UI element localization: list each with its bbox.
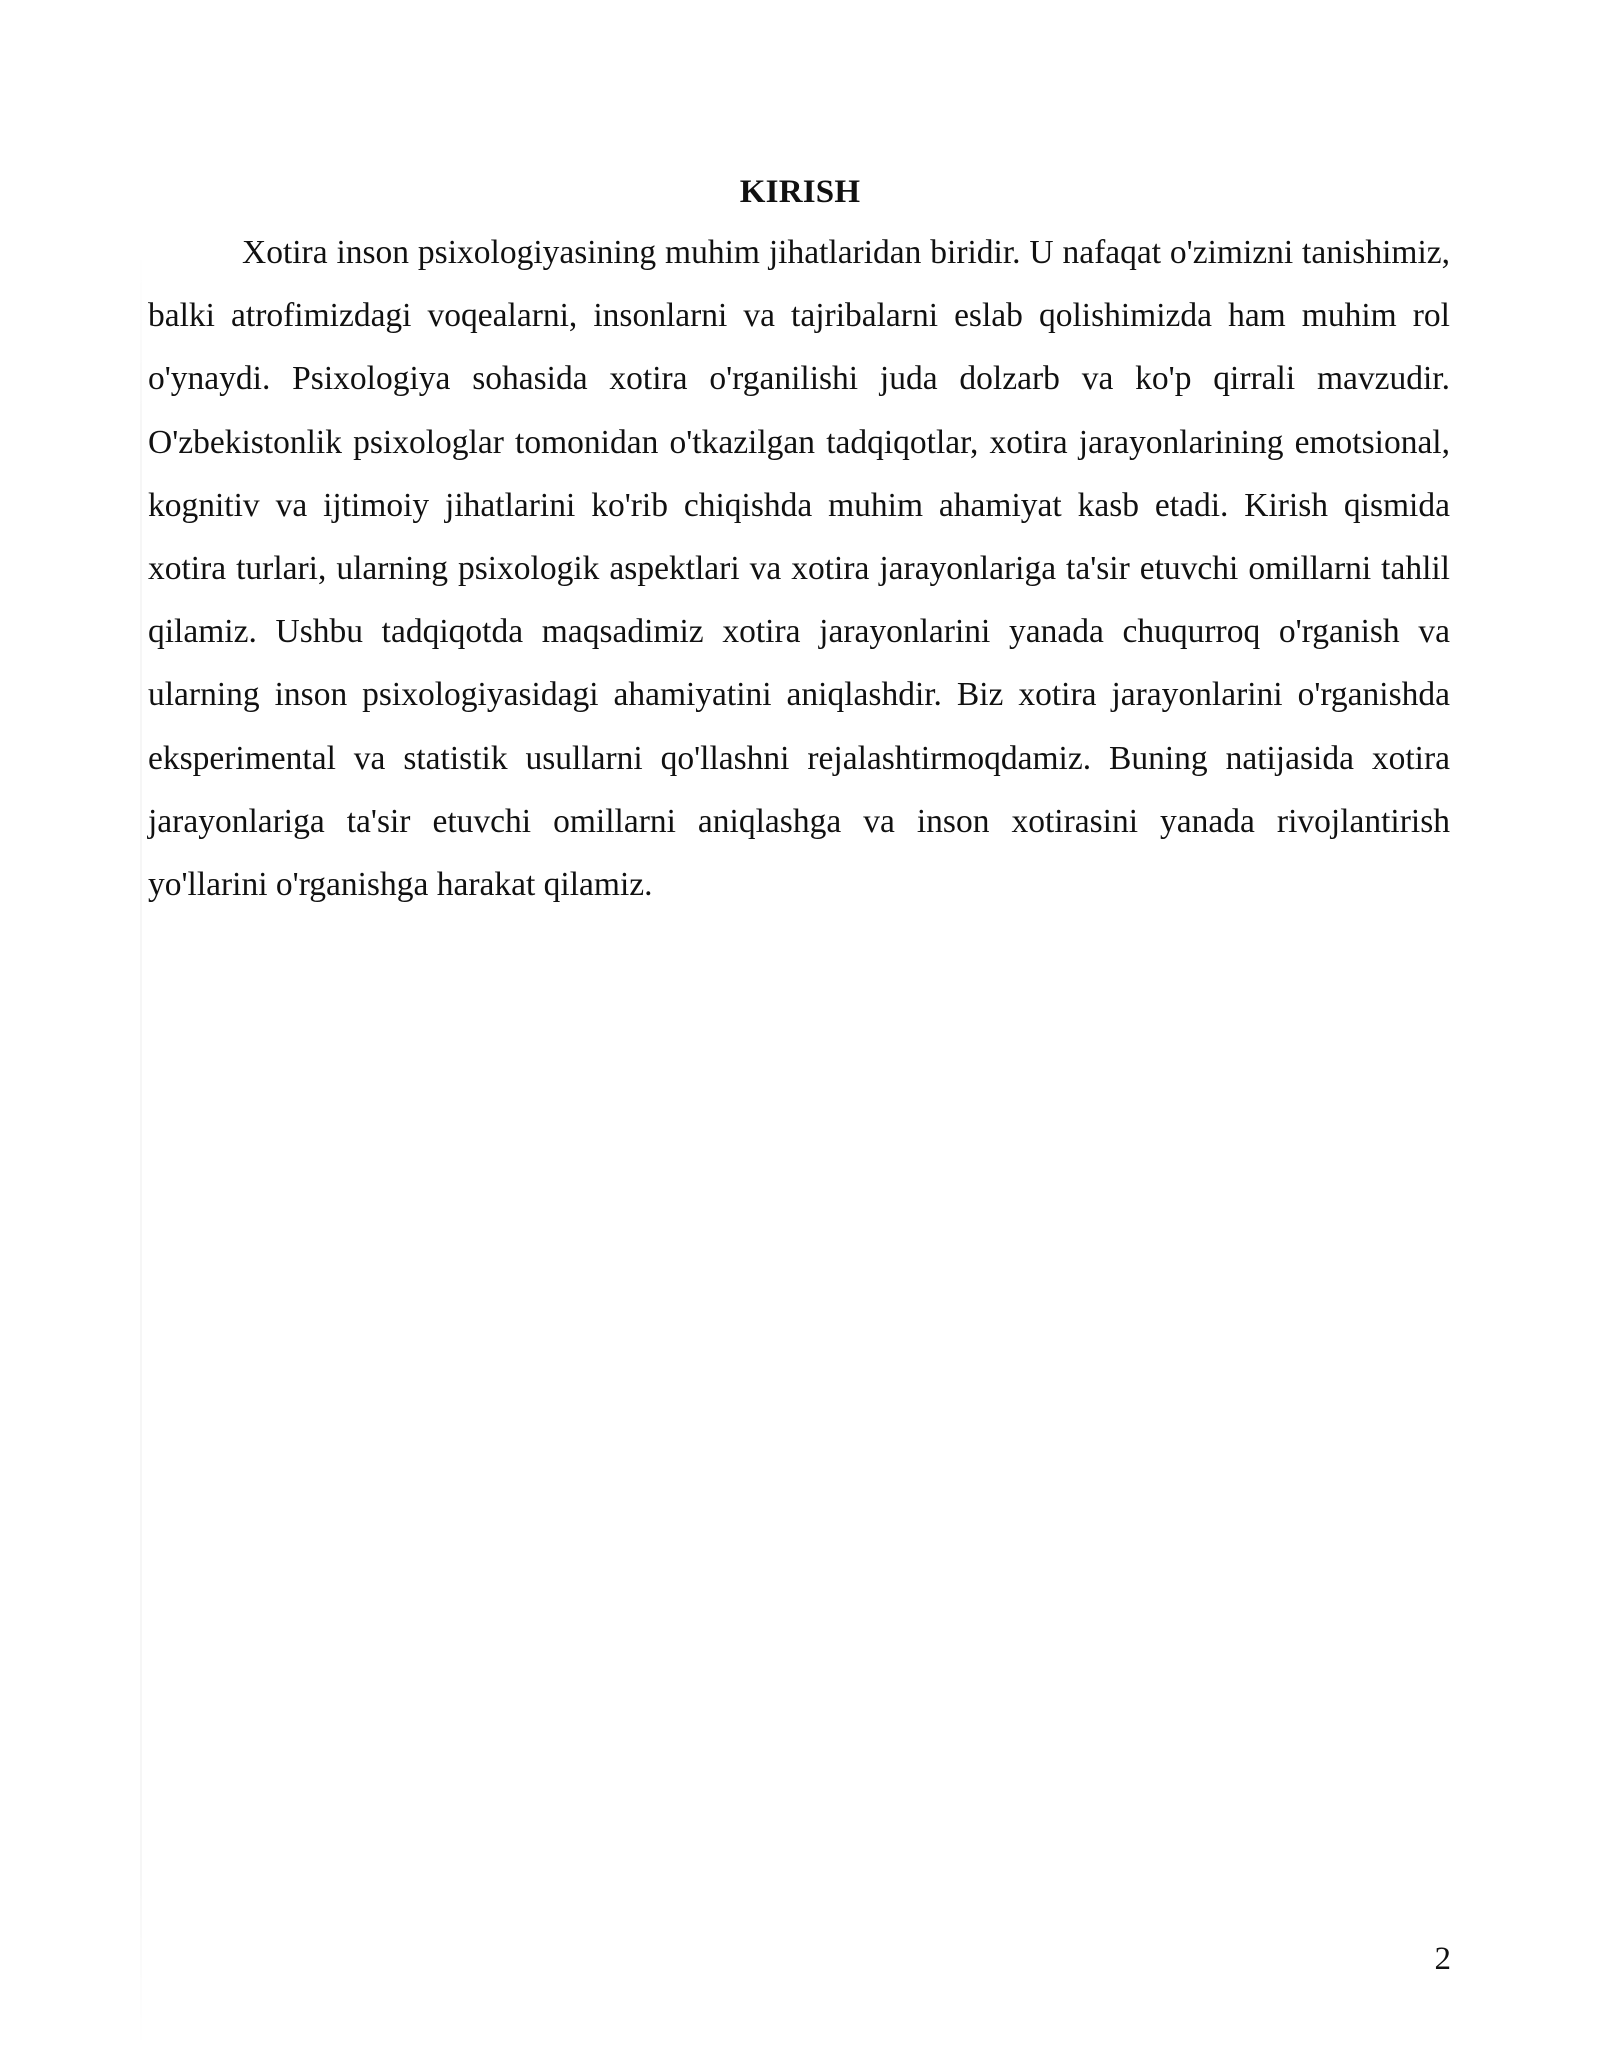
body-paragraph: Xotira inson psixologiyasining muhim jihatlaridan biridir. U nafaqat o'zimizni tanishimiz, balki atrofimizdagi voqealarni, insonlarni va tajribalarni eslab qolishimizda ham muhim rol o'ynaydi. Psixologiya sohasida xotira o'rganilishi juda dolzarb va ko'p qirrali mavzudir. O'zbekistonlik psixologlar tomonidan o'tkazilgan tadqiqotlar, xotira jarayonlarining emotsional, kognitiv va ijtimoiy jihatlarini ko'rib chiqishda muhim ahamiyat kasb etadi. Kirish qismida xotira turlari, ularning psixologik aspektlari va xotira jarayonlariga ta'sir etuvchi omillarni tahlil qilamiz. Ushbu tadqiqotda maqsadimiz xotira jarayonlarini yanada chuqurroq o'rganish va ularning inson psixologiyasidagi ahamiyatini aniqlashdir. Biz xotira jarayonlarini o'rganishda eksperimental va statistik usullarni qo'llashni rejalashtirmoqdamiz. Buning natijasida xotira jarayonlariga ta'sir etuvchi omillarni aniqlashga va inson xotirasini yanada rivojlantirish yo'llarini o'rganishga harakat qilamiz. bbox=[148, 234, 1450, 904]
page-number: 2 bbox=[1434, 1941, 1451, 1977]
section-title: KIRISH bbox=[739, 174, 861, 211]
page-shadow-line bbox=[140, 250, 142, 2050]
